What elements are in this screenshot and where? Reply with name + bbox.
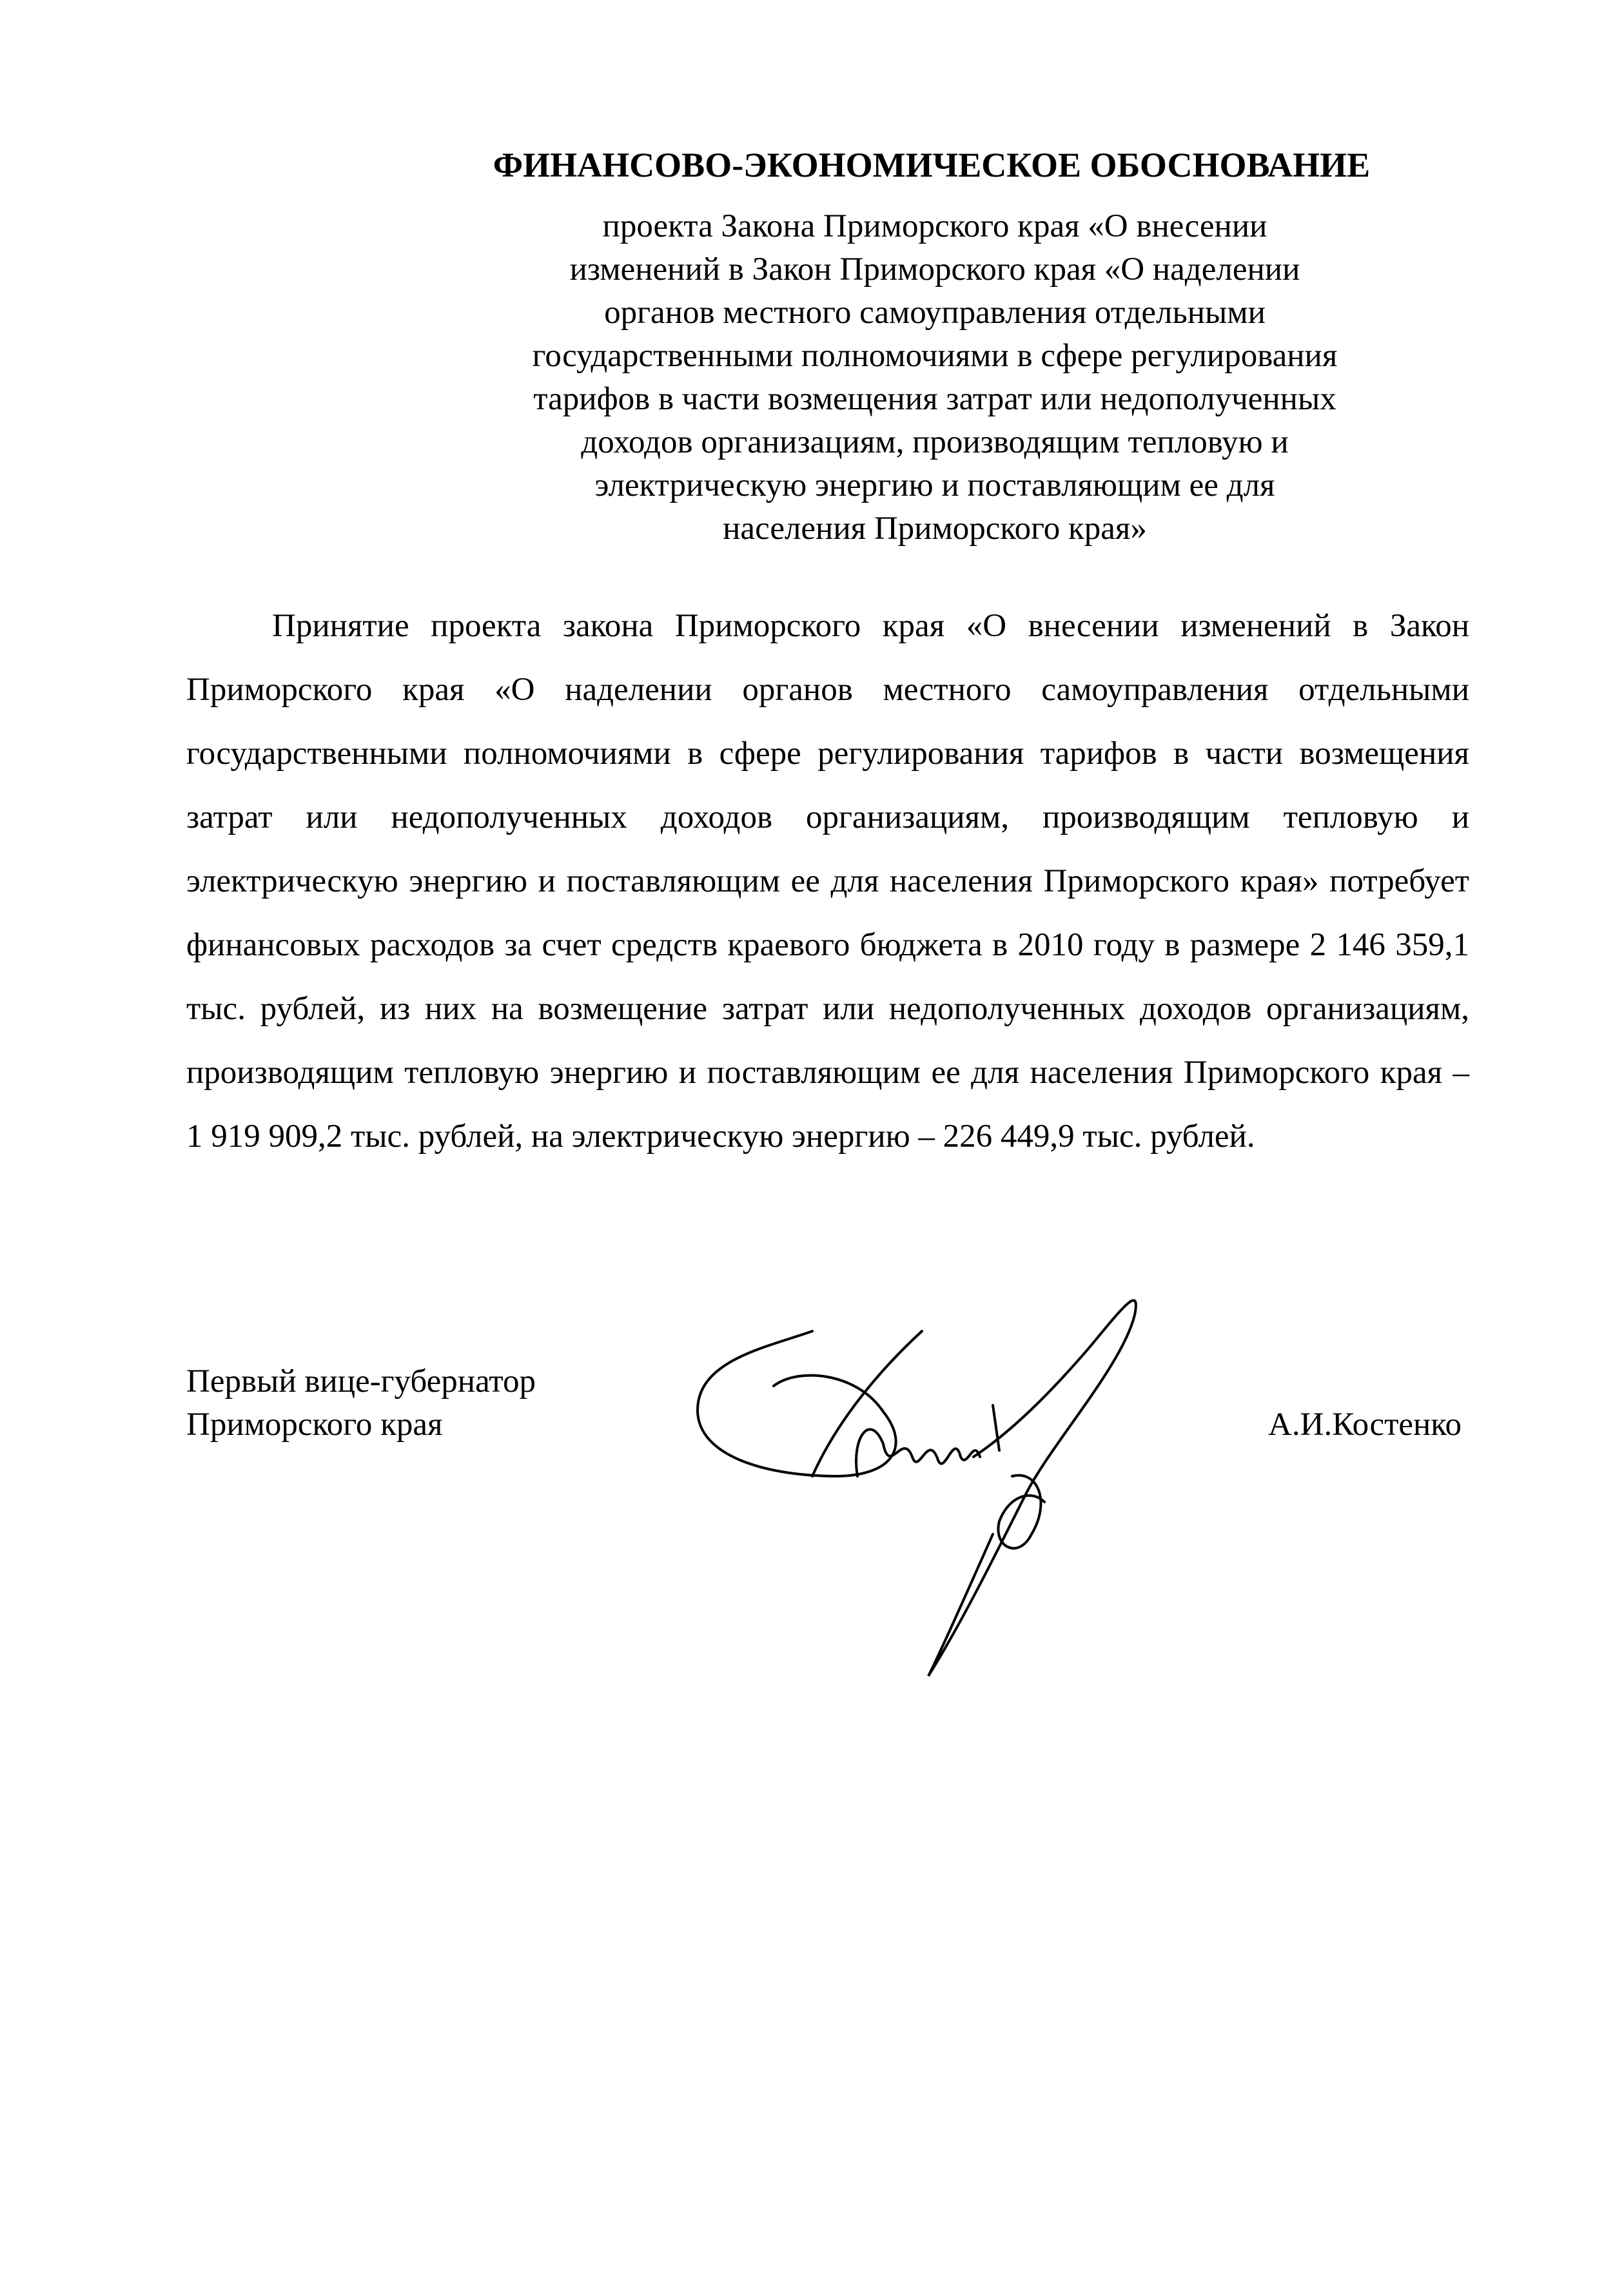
- subtitle-line: изменений в Закон Приморского края «О наделении: [569, 251, 1300, 288]
- document-title: ФИНАНСОВО-ЭКОНОМИЧЕСКОЕ ОБОСНОВАНИЕ: [493, 146, 1371, 184]
- subtitle-line: электрическую энергию и поставляющим ее для: [594, 467, 1275, 503]
- signatory-position-line: Приморского края: [186, 1407, 443, 1443]
- signatory-name: А.И.Костенко: [1268, 1407, 1462, 1443]
- subtitle-line: населения Приморского края»: [723, 511, 1147, 547]
- subtitle-line: государственными полномочиями в сфере регулирования: [532, 338, 1338, 374]
- subtitle-line: доходов организациям, производящим тепловую и: [581, 424, 1289, 460]
- document-subtitle: [322, 205, 1547, 551]
- handwritten-signature: [690, 1289, 1257, 1702]
- subtitle-line: проекта Закона Приморского края «О внесении: [602, 208, 1267, 244]
- signatory-position-line: Первый вице-губернатор: [186, 1363, 536, 1399]
- signatory-position: [186, 1360, 536, 1447]
- subtitle-line: органов местного самоуправления отдельными: [604, 295, 1266, 331]
- body-paragraph: Принятие проекта закона Приморского края «О внесении изменений в Закон Приморского края «О наделении органов местного самоуправления отдельными государственными полномочиями в сфере регулирования тарифов в части возмещения затрат или недополученных доходов организациям, производящим тепловую и электрическую энергию и поставляющим ее для населения Приморского края» потребует финансовых расходов за счет средств краевого бюджета в 2010 году в размере 2 146 359,1 тыс. рублей, из них на возмещение затрат или недополученных доходов организациям, производящим тепловую энергию и поставляющим ее для населения Приморского края – 1 919 909,2 тыс. рублей, на электрическую энергию – 226 449,9 тыс. рублей.: [186, 608, 1469, 1155]
- subtitle-line: тарифов в части возмещения затрат или недополученных: [533, 381, 1336, 417]
